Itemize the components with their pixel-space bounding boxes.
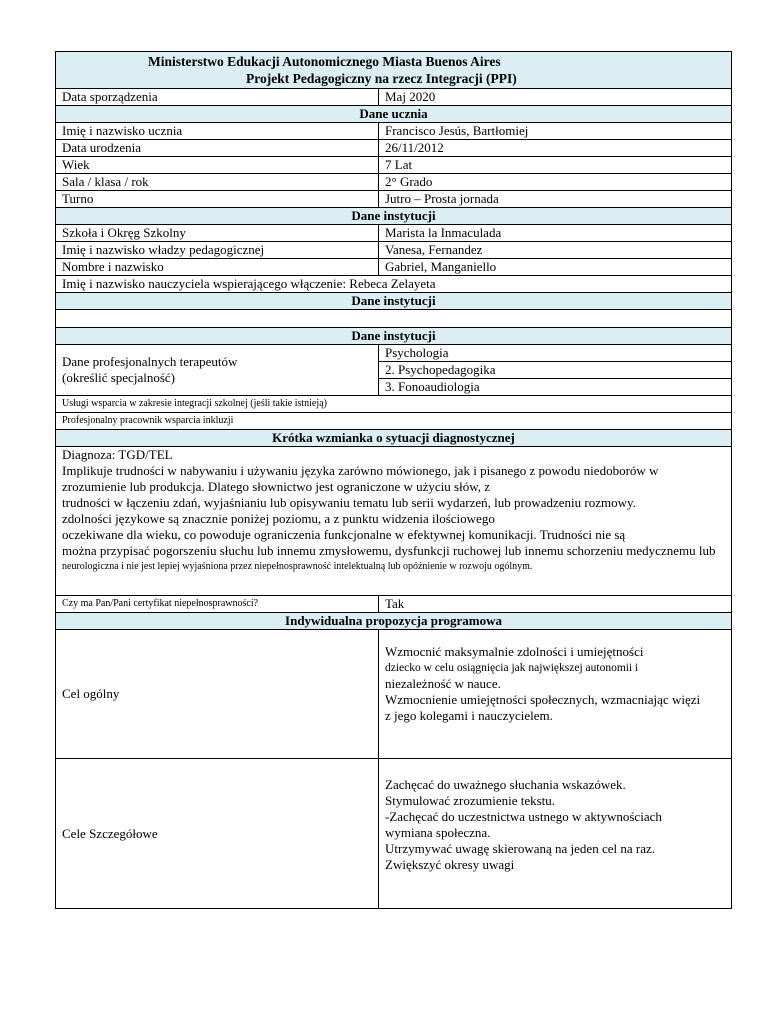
diagnosis-text (56, 447, 732, 596)
therapists-label-line-1: Dane profesjonalnych terapeutów (62, 354, 238, 369)
diagnosis-section-header: Krótka wzmianka o sytuacji diagnostycznej (56, 430, 732, 447)
therapist-psychology: Psychologia (379, 345, 732, 362)
therapists-label (56, 345, 379, 396)
diagnosis-line: oczekiwane dla wieku, co powoduje ograniczenia funkcjonalne w efektywnej komunikacji. Trudności nie są (62, 527, 626, 542)
ppi-form-table (55, 51, 732, 909)
specific-goal-line: Zachęcać do uważnego słuchania wskazówek. (385, 777, 626, 792)
general-goal-line: Wzmocnienie umiejętności społecznych, wzmacniając więzi (385, 692, 701, 707)
diagnosis-line: Diagnoza: TGD/TEL (62, 447, 173, 462)
student-section-header: Dane ucznia (56, 106, 732, 123)
school-value: Marista la Inmaculada (379, 225, 732, 242)
student-name-value: Francisco Jesús, Bartłomiej (379, 123, 732, 140)
institution-section-header: Dane instytucji (56, 208, 732, 225)
shift-value: Jutro – Prosta jornada (379, 191, 732, 208)
specific-goal-line: Utrzymywać uwagę skierowaną na jeden cel na raz. (385, 841, 655, 856)
date-label: Data sporządzenia (56, 89, 379, 106)
name-label: Nombre i nazwisko (56, 259, 379, 276)
ppi-document (55, 51, 731, 909)
therapists-label-line-2: (określić specjalność) (62, 370, 175, 385)
shift-label: Turno (56, 191, 379, 208)
pedagogical-authority-value: Vanesa, Fernandez (379, 242, 732, 259)
specific-goal-line: Zwiększyć okresy uwagi (385, 857, 515, 872)
specific-goal-line: wymiana społeczna. (385, 825, 491, 840)
general-goal-line: Wzmocnić maksymalnie zdolności i umiejętności (385, 644, 644, 659)
general-goal-line: dziecko w celu osiągnięcia jak największej autonomii i (385, 662, 639, 674)
program-section-header: Indywidualna propozycja programowa (56, 613, 732, 630)
support-worker-row: Profesjonalny pracownik wsparcia inkluzji (56, 413, 732, 430)
therapist-psychopedagogy: 2. Psychopedagogika (379, 362, 732, 379)
specific-goal-line: -Zachęcać do uczestnictwa ustnego w aktywnościach (385, 809, 662, 824)
diagnosis-line: można przypisać pogorszeniu słuchu lub innemu zmysłowemu, dysfunkcji ruchowej lub innemu schorzeniu medycznemu lub (62, 543, 716, 558)
date-value: Maj 2020 (379, 89, 732, 106)
class-value: 2° Grado (379, 174, 732, 191)
support-services-row: Usługi wsparcia w zakresie integracji szkolnej (jeśli takie istnieją) (56, 396, 732, 413)
general-goal-line: z jego kolegami i nauczycielem. (385, 708, 553, 723)
age-value: 7 Lat (379, 157, 732, 174)
specific-goals-text (379, 759, 732, 909)
student-name-label: Imię i nazwisko ucznia (56, 123, 379, 140)
birth-date-label: Data urodzenia (56, 140, 379, 157)
diagnosis-line: Implikuje trudności w nabywaniu i używaniu języka zarówno mówionego, jak i pisanego z powodu niedoborów w (62, 463, 659, 478)
general-goal-label: Cel ogólny (56, 630, 379, 759)
title-line-2: Projekt Pedagogiczny na rzecz Integracji (PPI) (246, 71, 517, 86)
specific-goals-label: Cele Szczegółowe (56, 759, 379, 909)
class-label: Sala / klasa / rok (56, 174, 379, 191)
diagnosis-line: zdolności językowe są znacznie poniżej poziomu, a z punktu widzenia ilościowego (62, 511, 495, 526)
document-title (56, 52, 732, 89)
certificate-question: Czy ma Pan/Pani certyfikat niepełnosprawności? (56, 596, 379, 613)
certificate-answer: Tak (379, 596, 732, 613)
age-label: Wiek (56, 157, 379, 174)
school-label: Szkoła i Okręg Szkolny (56, 225, 379, 242)
institution-section-2-header: Dane instytucji (56, 293, 732, 310)
diagnosis-line: trudności w łączeniu zdań, wyjaśnianiu lub opisywaniu tematu lub serii wydarzeń, lub prowadzeniu rozmowy. (62, 495, 636, 510)
diagnosis-line: zrozumienie lub produkcja. Dlatego słownictwo jest ograniczone w użyciu słów, z (62, 479, 491, 494)
empty-row (56, 310, 732, 328)
support-teacher-row: Imię i nazwisko nauczyciela wspierającego włączenie: Rebeca Zelayeta (56, 276, 732, 293)
general-goal-line: niezależność w nauce. (385, 676, 501, 691)
specific-goal-line: Stymulować zrozumienie tekstu. (385, 793, 556, 808)
birth-date-value: 26/11/2012 (379, 140, 732, 157)
name-value: Gabriel, Manganiello (379, 259, 732, 276)
institution-section-3-header: Dane instytucji (56, 328, 732, 345)
general-goal-text (379, 630, 732, 759)
diagnosis-line: neurologiczna i nie jest lepiej wyjaśniona przez niepełnosprawność intelektualną lub opóźnienie w rozwoju ogólnym. (62, 561, 533, 572)
title-line-1: Ministerstwo Edukacji Autonomicznego Miasta Buenos Aires (148, 54, 501, 69)
therapist-phonoaudiology: 3. Fonoaudiologia (379, 379, 732, 396)
pedagogical-authority-label: Imię i nazwisko władzy pedagogicznej (56, 242, 379, 259)
